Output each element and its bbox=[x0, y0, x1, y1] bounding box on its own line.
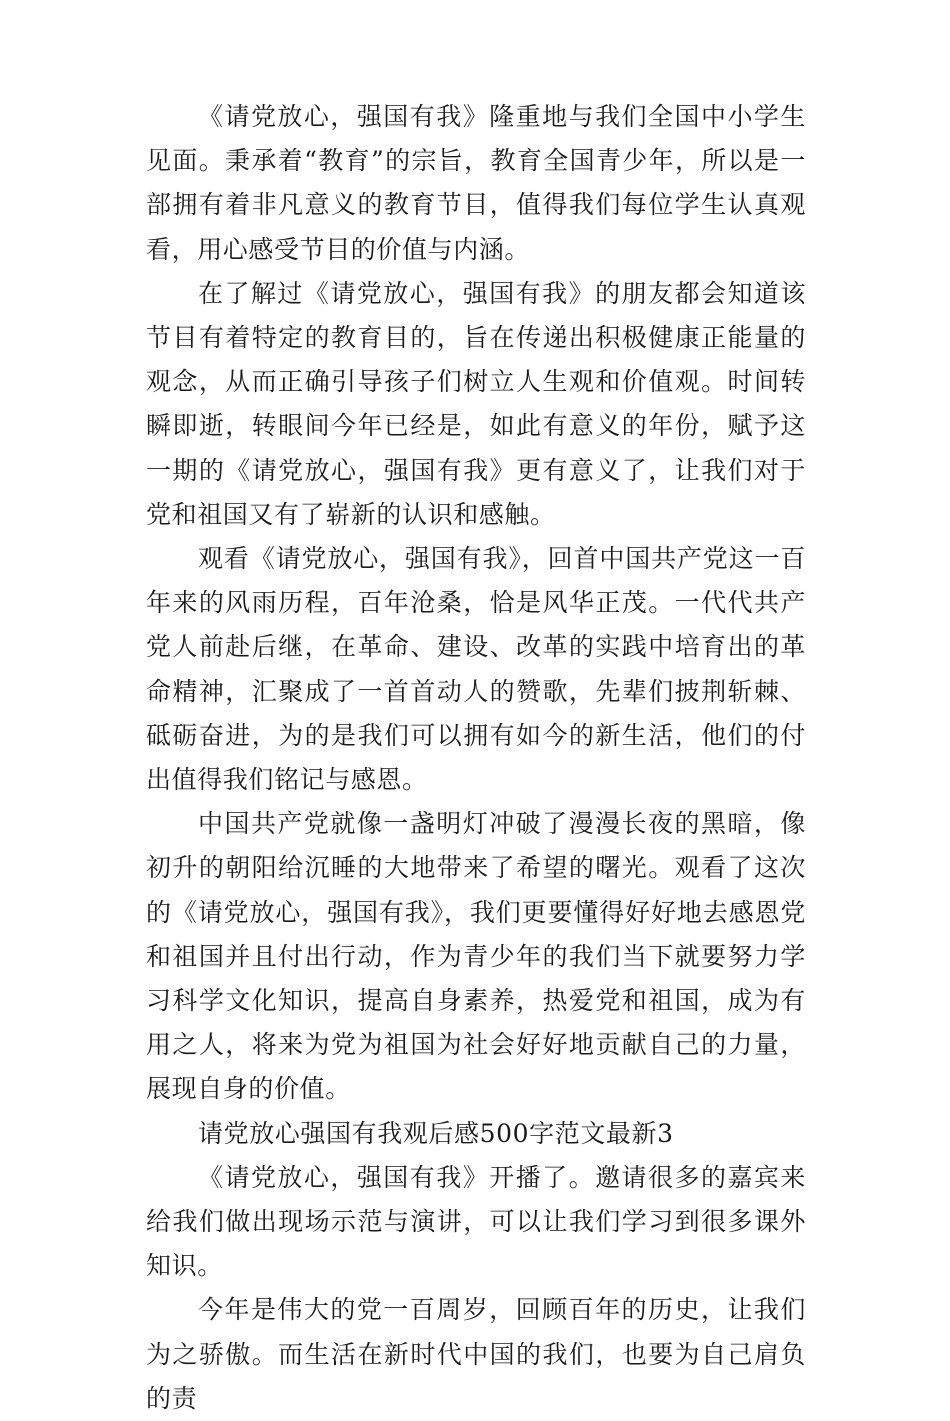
paragraph-4: 中国共产党就像一盏明灯冲破了漫漫长夜的黑暗，像初升的朝阳给沉睡的大地带来了希望的曙光。观看了这次的《请党放心，强国有我》，我们更要懂得好好地去感恩党和祖国并且付出行动，作为青少年的我们当下就要努力学习科学文化知识，提高自身素养，热爱党和祖国，成为有用之人，将来为党为祖国为社会好好地贡献自己的力量，展现自身的价值。 bbox=[146, 809, 806, 1104]
document-body bbox=[146, 95, 806, 1421]
paragraph-3: 观看《请党放心，强国有我》，回首中国共产党这一百年来的风雨历程，百年沧桑，恰是风华正茂。一代代共产党人前赴后继，在革命、建设、改革的实践中培育出的革命精神，汇聚成了一首首动人的赞歌，先辈们披荆斩棘、砥砺奋进，为的是我们可以拥有如今的新生活，他们的付出值得我们铭记与感恩。 bbox=[146, 544, 806, 795]
paragraph-1: 《请党放心，强国有我》隆重地与我们全国中小学生见面。秉承着“教育”的宗旨，教育全国青少年，所以是一部拥有着非凡意义的教育节目，值得我们每位学生认真观看，用心感受节目的价值与内涵。 bbox=[146, 102, 806, 264]
paragraph-6: 今年是伟大的党一百周岁，回顾百年的历史，让我们为之骄傲。而生活在新时代中国的我们，也要为自己肩负的责 bbox=[146, 1295, 806, 1413]
paragraph-2: 在了解过《请党放心，强国有我》的朋友都会知道该节目有着特定的教育目的，旨在传递出积极健康正能量的观念，从而正确引导孩子们树立人生观和价值观。时间转瞬即逝，转眼间今年已经是，如此有意义的年份，赋予这一期的《请党放心，强国有我》更有意义了，让我们对于党和祖国又有了崭新的认识和感触。 bbox=[146, 278, 806, 529]
paragraph-5: 《请党放心，强国有我》开播了。邀请很多的嘉宾来给我们做出现场示范与演讲，可以让我们学习到很多课外知识。 bbox=[146, 1162, 806, 1281]
section-heading: 请党放心强国有我观后感500字范文最新3 bbox=[198, 1118, 674, 1148]
